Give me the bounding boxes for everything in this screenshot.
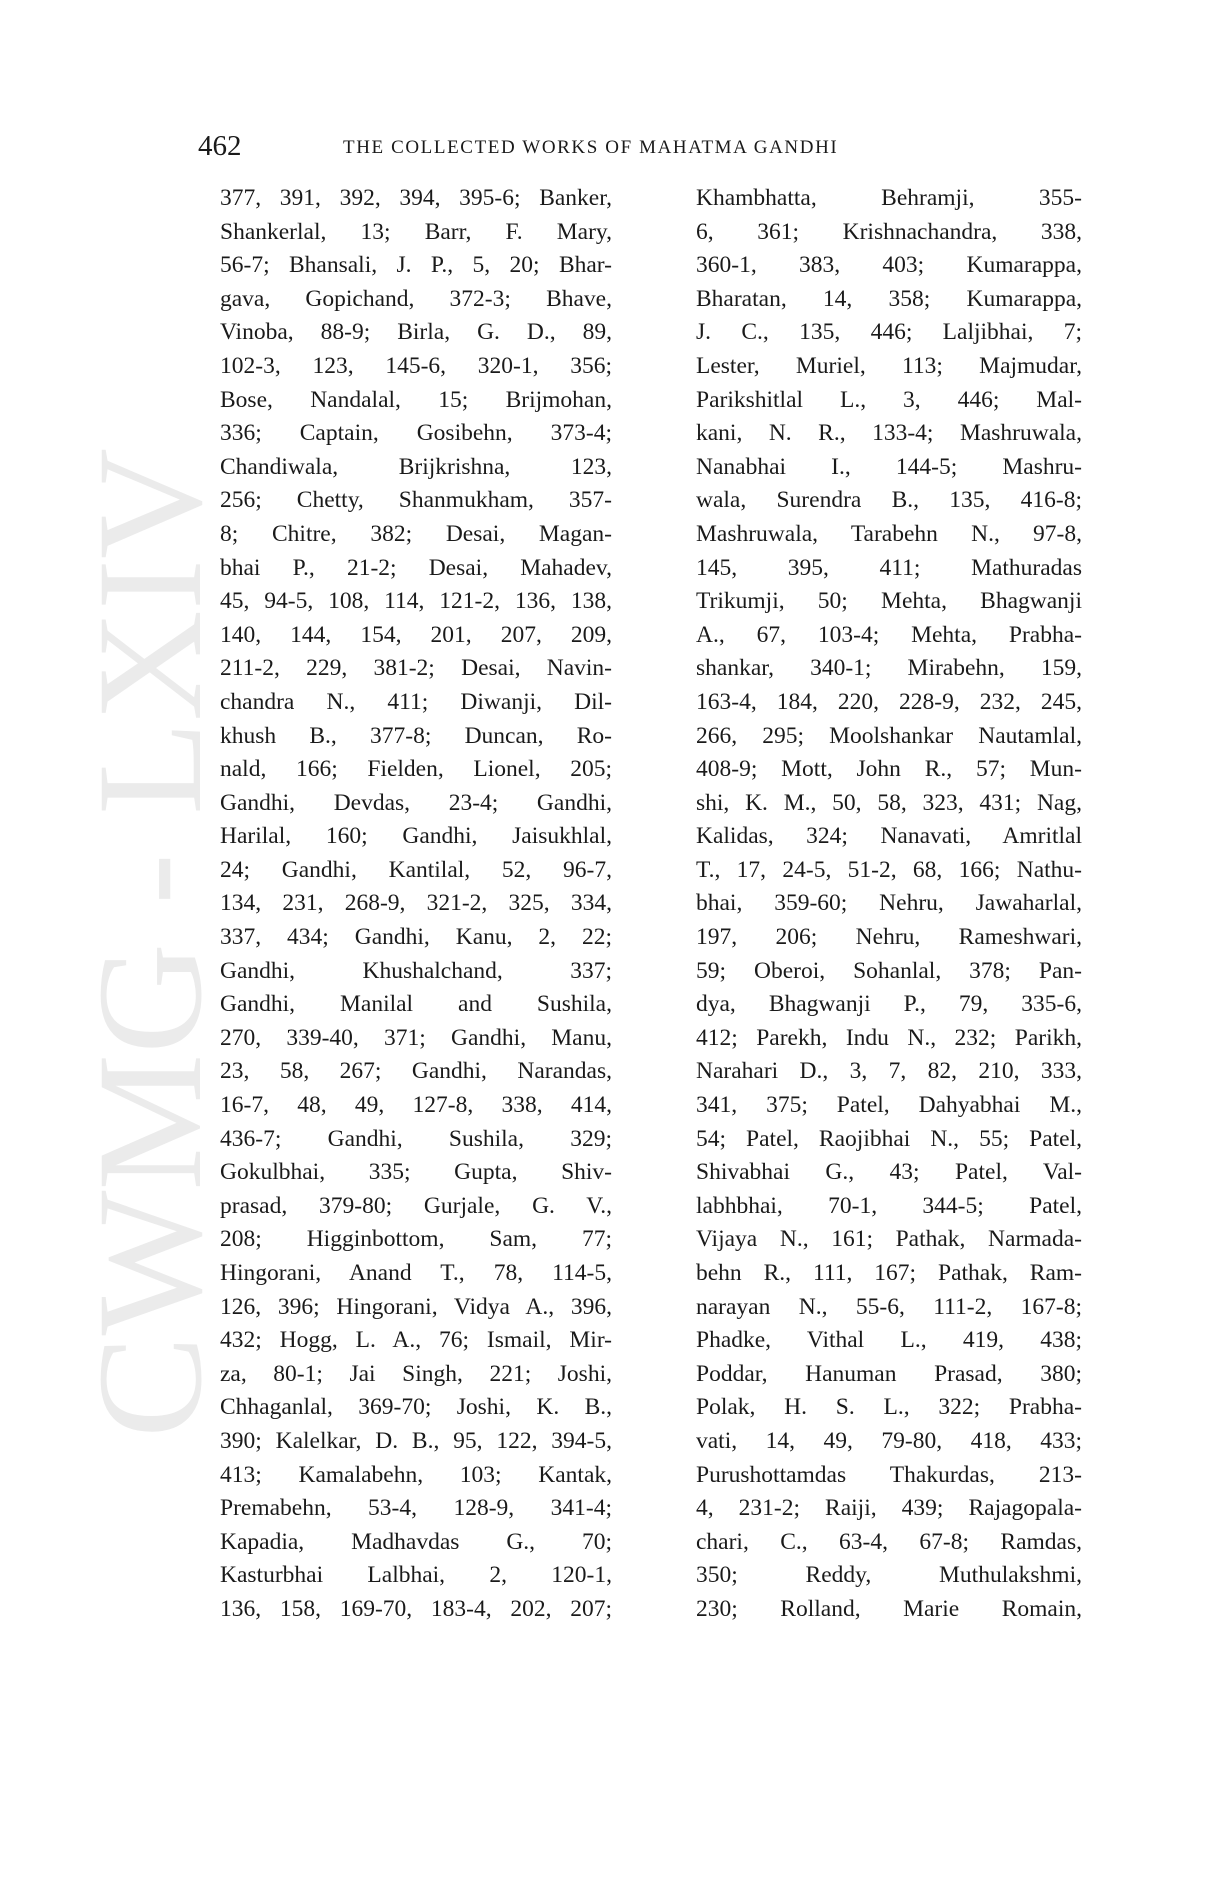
index-entry-left-line: Gandhi, Manilal and Sushila, — [220, 991, 612, 1018]
index-entry-right-line: Purushottamdas Thakurdas, 213- — [696, 1461, 1082, 1488]
index-entry-right-line: 341, 375; Patel, Dahyabhai M., — [696, 1092, 1082, 1119]
index-entry-right-line: dya, Bhagwanji P., 79, 335-6, — [696, 991, 1082, 1018]
index-entry-left-line: 45, 94-5, 108, 114, 121-2, 136, 138, — [220, 588, 612, 615]
index-entry-right-line: Polak, H. S. L., 322; Prabha- — [696, 1394, 1082, 1421]
index-entry-right-line: chari, C., 63-4, 67-8; Ramdas, — [696, 1528, 1082, 1555]
index-entry-left-line: 436-7; Gandhi, Sushila, 329; — [220, 1125, 612, 1152]
index-entry-right-line: Narahari D., 3, 7, 82, 210, 333, — [696, 1058, 1082, 1085]
index-entry-left-line: 211-2, 229, 381-2; Desai, Navin- — [220, 655, 612, 682]
index-entry-right-line: 350; Reddy, Muthulakshmi, — [696, 1562, 1082, 1589]
index-entry-left-line: 23, 58, 267; Gandhi, Narandas, — [220, 1058, 612, 1085]
index-entry-left-line: 270, 339-40, 371; Gandhi, Manu, — [220, 1024, 612, 1051]
index-entry-left-line: za, 80-1; Jai Singh, 221; Joshi, — [220, 1360, 612, 1387]
index-entry-right-line: shi, K. M., 50, 58, 323, 431; Nag, — [696, 789, 1082, 816]
index-entry-right-line: Bharatan, 14, 358; Kumarappa, — [696, 285, 1082, 312]
index-entry-left-line: 377, 391, 392, 394, 395-6; Banker, — [220, 185, 612, 211]
index-entry-right-line: behn R., 111, 167; Pathak, Ram- — [696, 1260, 1082, 1286]
index-entry-left-line: 337, 434; Gandhi, Kanu, 2, 22; — [220, 924, 612, 951]
index-entry-left-line: Kapadia, Madhavdas G., 70; — [220, 1528, 612, 1555]
index-entry-left-line: 8; Chitre, 382; Desai, Magan- — [220, 520, 612, 547]
index-entry-left-line: Premabehn, 53-4, 128-9, 341-4; — [220, 1495, 612, 1522]
index-entry-right-line: 54; Patel, Raojibhai N., 55; Patel, — [696, 1125, 1082, 1152]
index-entry-right-line: Trikumji, 50; Mehta, Bhagwanji — [696, 588, 1082, 615]
index-entry-left-line: chandra N., 411; Diwanji, Dil- — [220, 688, 612, 715]
index-entry-right-line: Shivabhai G., 43; Patel, Val- — [696, 1159, 1082, 1186]
index-entry-right-line: Parikshitlal L., 3, 446; Mal- — [696, 386, 1082, 413]
index-entry-left-line: 16-7, 48, 49, 127-8, 338, 414, — [220, 1092, 612, 1119]
index-entry-left-line: 208; Higginbottom, Sam, 77; — [220, 1226, 612, 1253]
index-entry-left-line: 24; Gandhi, Kantilal, 52, 96-7, — [220, 856, 612, 883]
index-entry-left-line: 134, 231, 268-9, 321-2, 325, 334, — [220, 890, 612, 917]
index-entry-right-line: 145, 395, 411; Mathuradas — [696, 554, 1082, 581]
index-entry-right-line: Lester, Muriel, 113; Majmudar, — [696, 352, 1082, 379]
index-entry-left-line: nald, 166; Fielden, Lionel, 205; — [220, 756, 612, 783]
watermark-svg — [67, 448, 233, 1438]
index-entry-right-line: Khambhatta, Behramji, 355- — [696, 185, 1082, 211]
index-entry-right-line: 230; Rolland, Marie Romain, — [696, 1595, 1082, 1622]
index-entry-left-line: bhai P., 21-2; Desai, Mahadev, — [220, 554, 612, 581]
index-entry-left-line: Harilal, 160; Gandhi, Jaisukhlal, — [220, 823, 612, 850]
index-entry-right-line: A., 67, 103-4; Mehta, Prabha- — [696, 621, 1082, 648]
index-entry-right-line: bhai, 359-60; Nehru, Jawaharlal, — [696, 890, 1082, 917]
index-entry-right-line: 4, 231-2; Raiji, 439; Rajagopala- — [696, 1495, 1082, 1522]
index-entry-right-line: 163-4, 184, 220, 228-9, 232, 245, — [696, 688, 1082, 715]
index-entry-left-line: Vinoba, 88-9; Birla, G. D., 89, — [220, 319, 612, 346]
index-entry-left-line: 56-7; Bhansali, J. P., 5, 20; Bhar- — [220, 252, 612, 279]
index-entry-left-line: Bose, Nandalal, 15; Brijmohan, — [220, 386, 612, 413]
index-entry-right-line: Poddar, Hanuman Prasad, 380; — [696, 1360, 1082, 1387]
index-entry-left-line: 256; Chetty, Shanmukham, 357- — [220, 487, 612, 514]
index-entry-right-line: T., 17, 24-5, 51-2, 68, 166; Nathu- — [696, 856, 1082, 883]
index-entry-right-line: Kalidas, 324; Nanavati, Amritlal — [696, 823, 1082, 850]
index-entry-left-line: 140, 144, 154, 201, 207, 209, — [220, 621, 612, 648]
index-entry-right-line: Vijaya N., 161; Pathak, Narmada- — [696, 1226, 1082, 1253]
index-entry-right-line: 197, 206; Nehru, Rameshwari, — [696, 924, 1082, 951]
index-entry-right-line: shankar, 340-1; Mirabehn, 159, — [696, 655, 1082, 682]
watermark-text: CWMG - LXIV — [67, 471, 233, 1438]
index-entry-left-line: gava, Gopichand, 372-3; Bhave, — [220, 285, 612, 312]
index-entry-right-line: 266, 295; Moolshankar Nautamlal, — [696, 722, 1082, 749]
index-entry-right-line: kani, N. R., 133-4; Mashruwala, — [696, 420, 1082, 447]
index-entry-left-line: Gandhi, Devdas, 23-4; Gandhi, — [220, 789, 612, 816]
watermark — [67, 448, 233, 1438]
index-entry-left-line: Gandhi, Khushalchand, 337; — [220, 957, 612, 984]
index-entry-right-line: 408-9; Mott, John R., 57; Mun- — [696, 756, 1082, 783]
index-entry-right-line: Phadke, Vithal L., 419, 438; — [696, 1327, 1082, 1354]
index-entry-right-line: 59; Oberoi, Sohanlal, 378; Pan- — [696, 957, 1082, 984]
index-entry-right-line: 412; Parekh, Indu N., 232; Parikh, — [696, 1024, 1082, 1051]
index-entry-left-line: 390; Kalelkar, D. B., 95, 122, 394-5, — [220, 1427, 612, 1454]
index-entry-left-line: 336; Captain, Gosibehn, 373-4; — [220, 420, 612, 447]
index-entry-left-line: Chandiwala, Brijkrishna, 123, — [220, 453, 612, 480]
index-entry-left-line: Shankerlal, 13; Barr, F. Mary, — [220, 218, 612, 245]
index-entry-left-line: Gokulbhai, 335; Gupta, Shiv- — [220, 1159, 612, 1186]
index-entry-left-line: Hingorani, Anand T., 78, 114-5, — [220, 1260, 612, 1286]
index-entry-right-line: labhbhai, 70-1, 344-5; Patel, — [696, 1192, 1082, 1219]
index-column-right — [696, 182, 1082, 1627]
index-entry-right-line: wala, Surendra B., 135, 416-8; — [696, 487, 1082, 514]
index-entry-right-line: Nanabhai I., 144-5; Mashru- — [696, 453, 1082, 480]
index-entry-right-line: 6, 361; Krishnachandra, 338, — [696, 218, 1082, 245]
index-entry-left-line: Kasturbhai Lalbhai, 2, 120-1, — [220, 1562, 612, 1589]
index-entry-left-line: Chhaganlal, 369-70; Joshi, K. B., — [220, 1394, 612, 1421]
index-entry-left-line: khush B., 377-8; Duncan, Ro- — [220, 722, 612, 749]
index-entry-left-line: 102-3, 123, 145-6, 320-1, 356; — [220, 352, 612, 379]
index-entry-left-line: 136, 158, 169-70, 183-4, 202, 207; — [220, 1595, 612, 1622]
index-column-left — [220, 182, 612, 1627]
page-number: 462 — [198, 130, 242, 162]
index-entry-left-line: 126, 396; Hingorani, Vidya A., 396, — [220, 1293, 612, 1320]
page-header — [198, 130, 958, 170]
index-entry-right-line: vati, 14, 49, 79-80, 418, 433; — [696, 1427, 1082, 1454]
index-entry-right-line: narayan N., 55-6, 111-2, 167-8; — [696, 1293, 1082, 1320]
index-entry-right-line: Mashruwala, Tarabehn N., 97-8, — [696, 520, 1082, 547]
running-title: THE COLLECTED WORKS OF MAHATMA GANDHI — [343, 137, 839, 158]
index-entry-left-line: 432; Hogg, L. A., 76; Ismail, Mir- — [220, 1327, 612, 1354]
index-entry-left-line: prasad, 379-80; Gurjale, G. V., — [220, 1192, 612, 1219]
index-entry-left-line: 413; Kamalabehn, 103; Kantak, — [220, 1461, 612, 1488]
index-entry-right-line: J. C., 135, 446; Laljibhai, 7; — [696, 319, 1082, 346]
index-entry-right-line: 360-1, 383, 403; Kumarappa, — [696, 252, 1082, 279]
